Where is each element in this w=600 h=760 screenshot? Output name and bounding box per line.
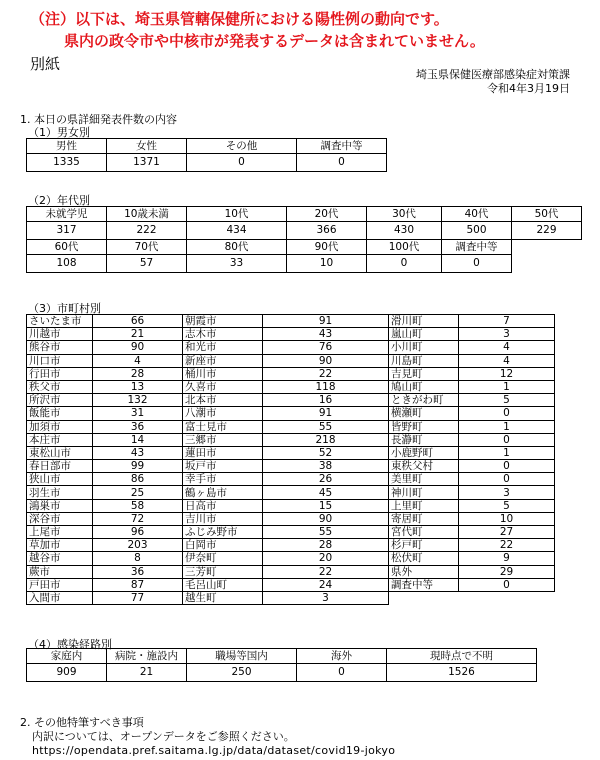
header-cell: 職場等国内: [187, 649, 297, 664]
value-cell: 10: [287, 255, 367, 273]
municipality-count: 20: [263, 552, 389, 565]
municipality-name: 草加市: [27, 539, 93, 552]
municipality-name: 坂戸市: [183, 460, 263, 473]
municipality-count: 55: [263, 526, 389, 539]
notice: [30, 8, 485, 52]
municipality-name: 東秩父村: [389, 460, 459, 473]
table-row: [27, 367, 555, 380]
notice-line-2: 県内の政令市や中核市が発表するデータは含まれていません。: [64, 32, 485, 50]
municipality-count: 28: [263, 539, 389, 552]
municipality-name: 嵐山町: [389, 328, 459, 341]
municipality-name: 長瀞町: [389, 433, 459, 446]
municipality-count: 99: [93, 460, 183, 473]
municipality-name: 狭山市: [27, 473, 93, 486]
municipality-name: 県外: [389, 565, 459, 578]
municipality-count: 0: [459, 407, 555, 420]
municipality-name: さいたま市: [27, 315, 93, 328]
header-cell: 90代: [287, 240, 367, 255]
municipality-name: 越谷市: [27, 552, 93, 565]
municipality-name: 所沢市: [27, 394, 93, 407]
value-cell: 1335: [27, 154, 107, 172]
municipality-name: 加須市: [27, 420, 93, 433]
age-table: [26, 206, 582, 273]
section-2: [20, 716, 395, 758]
municipality-name: 皆野町: [389, 420, 459, 433]
empty-cell: [389, 591, 459, 604]
value-cell: 0: [297, 154, 387, 172]
municipality-name: 杉戸町: [389, 539, 459, 552]
municipality-name: 滑川町: [389, 315, 459, 328]
municipality-table: [26, 314, 555, 605]
municipality-count: 24: [263, 578, 389, 591]
municipality-count: 132: [93, 394, 183, 407]
municipality-count: 55: [263, 420, 389, 433]
municipality-count: 3: [459, 486, 555, 499]
header-cell: 海外: [297, 649, 387, 664]
municipality-name: 横瀬町: [389, 407, 459, 420]
municipality-count: 58: [93, 499, 183, 512]
municipality-name: 八潮市: [183, 407, 263, 420]
header-cell: 100代: [367, 240, 442, 255]
municipality-count: 36: [93, 565, 183, 578]
municipality-name: 朝霞市: [183, 315, 263, 328]
municipality-name: 行田市: [27, 367, 93, 380]
municipality-count: 28: [93, 367, 183, 380]
municipality-name: 蓮田市: [183, 446, 263, 459]
municipality-name: 三郷市: [183, 433, 263, 446]
gender-table: [26, 138, 387, 172]
header-cell: 40代: [442, 207, 512, 222]
municipality-name: 秩父市: [27, 380, 93, 393]
municipality-name: 鳩山町: [389, 380, 459, 393]
value-cell: 0: [187, 154, 297, 172]
municipality-count: 72: [93, 512, 183, 525]
header-cell: 家庭内: [27, 649, 107, 664]
municipality-count: 3: [263, 591, 389, 604]
table-row: [27, 499, 555, 512]
municipality-count: 13: [93, 380, 183, 393]
municipality-count: 43: [93, 446, 183, 459]
value-cell: 0: [442, 255, 512, 273]
municipality-count: 76: [263, 341, 389, 354]
empty-cell: [459, 591, 555, 604]
municipality-count: 0: [459, 433, 555, 446]
table-row: [27, 552, 555, 565]
municipality-name: 神川町: [389, 486, 459, 499]
municipality-count: 1: [459, 380, 555, 393]
age-header-row-2: [27, 240, 582, 255]
value-cell: 366: [287, 222, 367, 240]
section-2-text: 内訳については、オープンデータをご参照ください。: [32, 730, 295, 743]
value-cell: 434: [187, 222, 287, 240]
municipality-name: 新座市: [183, 354, 263, 367]
municipality-name: 上尾市: [27, 526, 93, 539]
route-title: （4）感染経路別: [28, 638, 112, 651]
municipality-name: 三芳町: [183, 565, 263, 578]
table-row: [27, 407, 555, 420]
header-cell: 60代: [27, 240, 107, 255]
value-cell: 909: [27, 664, 107, 682]
issuer-dept: 埼玉県保健医療部感染症対策課: [416, 68, 570, 81]
value-cell: 57: [107, 255, 187, 273]
municipality-title: （3）市町村別: [28, 302, 101, 315]
table-row: [27, 394, 555, 407]
section-2-title: 2. その他特筆すべき事項: [20, 716, 144, 729]
municipality-name: 羽生市: [27, 486, 93, 499]
table-row: [27, 341, 555, 354]
value-cell: 229: [512, 222, 582, 240]
open-data-link[interactable]: https://opendata.pref.saitama.lg.jp/data/dataset/covid19-jokyo: [32, 744, 396, 757]
municipality-name: 吉川市: [183, 512, 263, 525]
municipality-count: 38: [263, 460, 389, 473]
municipality-name: 上里町: [389, 499, 459, 512]
municipality-count: 5: [459, 499, 555, 512]
municipality-name: 北本市: [183, 394, 263, 407]
municipality-name: 富士見市: [183, 420, 263, 433]
table-row: [27, 315, 555, 328]
table-row: [27, 380, 555, 393]
municipality-name: 川島町: [389, 354, 459, 367]
municipality-name: ときがわ町: [389, 394, 459, 407]
issuer-block: [416, 68, 570, 96]
municipality-count: 87: [93, 578, 183, 591]
municipality-count: 1: [459, 420, 555, 433]
municipality-count: 15: [263, 499, 389, 512]
municipality-count: 86: [93, 473, 183, 486]
value-cell: 250: [187, 664, 297, 682]
municipality-name: 和光市: [183, 341, 263, 354]
empty-cell: [512, 255, 582, 273]
value-cell: 21: [107, 664, 187, 682]
table-row: [27, 354, 555, 367]
attachment-label: 別紙: [30, 55, 61, 73]
header-cell: その他: [187, 139, 297, 154]
municipality-count: 0: [459, 473, 555, 486]
table-row: [27, 526, 555, 539]
municipality-name: 東松山市: [27, 446, 93, 459]
header-cell: 30代: [367, 207, 442, 222]
table-row: [27, 578, 555, 591]
municipality-name: 小鹿野町: [389, 446, 459, 459]
table-row: [27, 473, 555, 486]
municipality-name: 美里町: [389, 473, 459, 486]
route-value-row: [27, 664, 537, 682]
table-row: [27, 446, 555, 459]
municipality-count: 25: [93, 486, 183, 499]
municipality-count: 77: [93, 591, 183, 604]
table-row: [27, 486, 555, 499]
municipality-name: 白岡市: [183, 539, 263, 552]
municipality-name: 毛呂山町: [183, 578, 263, 591]
municipality-name: 越生町: [183, 591, 263, 604]
header-cell: 調査中等: [442, 240, 512, 255]
value-cell: 1526: [387, 664, 537, 682]
empty-cell: [512, 240, 582, 255]
municipality-count: 90: [93, 341, 183, 354]
header-cell: 10歳未満: [107, 207, 187, 222]
municipality-name: 日高市: [183, 499, 263, 512]
header-cell: 80代: [187, 240, 287, 255]
municipality-count: 45: [263, 486, 389, 499]
table-row: [27, 512, 555, 525]
municipality-count: 22: [263, 565, 389, 578]
municipality-name: 桶川市: [183, 367, 263, 380]
notice-line-1: （注）以下は、埼玉県管轄保健所における陽性例の動向です。: [30, 10, 449, 28]
municipality-name: 本庄市: [27, 433, 93, 446]
header-cell: 未就学児: [27, 207, 107, 222]
municipality-count: 43: [263, 328, 389, 341]
value-cell: 0: [297, 664, 387, 682]
municipality-count: 4: [93, 354, 183, 367]
table-row: [27, 565, 555, 578]
header-cell: 男性: [27, 139, 107, 154]
header-cell: 調査中等: [297, 139, 387, 154]
header-cell: 70代: [107, 240, 187, 255]
municipality-count: 31: [93, 407, 183, 420]
header-cell: 50代: [512, 207, 582, 222]
municipality-name: 熊谷市: [27, 341, 93, 354]
municipality-count: 96: [93, 526, 183, 539]
municipality-count: 5: [459, 394, 555, 407]
municipality-name: 小川町: [389, 341, 459, 354]
age-value-row-1: [27, 222, 582, 240]
municipality-count: 90: [263, 354, 389, 367]
municipality-name: 鶴ヶ島市: [183, 486, 263, 499]
municipality-count: 91: [263, 315, 389, 328]
municipality-count: 10: [459, 512, 555, 525]
municipality-count: 36: [93, 420, 183, 433]
gender-title: （1）男女別: [28, 126, 90, 139]
table-row: [27, 539, 555, 552]
municipality-count: 0: [459, 460, 555, 473]
municipality-count: 90: [263, 512, 389, 525]
municipality-count: 203: [93, 539, 183, 552]
municipality-count: 7: [459, 315, 555, 328]
municipality-count: 66: [93, 315, 183, 328]
age-title: （2）年代別: [28, 194, 90, 207]
gender-value-row: [27, 154, 387, 172]
municipality-name: 深谷市: [27, 512, 93, 525]
municipality-count: 8: [93, 552, 183, 565]
municipality-count: 4: [459, 354, 555, 367]
table-row: [27, 420, 555, 433]
age-header-row-1: [27, 207, 582, 222]
issuer-date: 令和4年3月19日: [487, 82, 570, 95]
municipality-count: 52: [263, 446, 389, 459]
municipality-name: 川越市: [27, 328, 93, 341]
table-row: [27, 460, 555, 473]
table-row: [27, 591, 555, 604]
value-cell: 317: [27, 222, 107, 240]
municipality-name: 松伏町: [389, 552, 459, 565]
municipality-name: 久喜市: [183, 380, 263, 393]
section-1-title: 1. 本日の県詳細発表件数の内容: [20, 113, 177, 126]
municipality-name: 志木市: [183, 328, 263, 341]
value-cell: 500: [442, 222, 512, 240]
municipality-count: 22: [459, 539, 555, 552]
value-cell: 1371: [107, 154, 187, 172]
table-row: [27, 328, 555, 341]
municipality-count: 14: [93, 433, 183, 446]
value-cell: 108: [27, 255, 107, 273]
municipality-count: 16: [263, 394, 389, 407]
header-cell: 20代: [287, 207, 367, 222]
municipality-count: 29: [459, 565, 555, 578]
value-cell: 222: [107, 222, 187, 240]
municipality-count: 1: [459, 446, 555, 459]
municipality-name: 春日部市: [27, 460, 93, 473]
municipality-name: 飯能市: [27, 407, 93, 420]
municipality-name: 幸手市: [183, 473, 263, 486]
municipality-name: 鴻巣市: [27, 499, 93, 512]
municipality-count: 21: [93, 328, 183, 341]
municipality-count: 0: [459, 578, 555, 591]
municipality-count: 91: [263, 407, 389, 420]
municipality-name: 寄居町: [389, 512, 459, 525]
municipality-name: 伊奈町: [183, 552, 263, 565]
value-cell: 430: [367, 222, 442, 240]
municipality-name: 川口市: [27, 354, 93, 367]
route-table: [26, 648, 537, 682]
gender-header-row: [27, 139, 387, 154]
header-cell: 10代: [187, 207, 287, 222]
municipality-count: 3: [459, 328, 555, 341]
municipality-name: 戸田市: [27, 578, 93, 591]
municipality-name: 蕨市: [27, 565, 93, 578]
header-cell: 現時点で不明: [387, 649, 537, 664]
municipality-count: 9: [459, 552, 555, 565]
table-row: [27, 433, 555, 446]
municipality-name: 宮代町: [389, 526, 459, 539]
municipality-count: 26: [263, 473, 389, 486]
municipality-count: 218: [263, 433, 389, 446]
value-cell: 0: [367, 255, 442, 273]
municipality-name: 吉見町: [389, 367, 459, 380]
municipality-count: 22: [263, 367, 389, 380]
municipality-count: 12: [459, 367, 555, 380]
municipality-name: 調査中等: [389, 578, 459, 591]
age-value-row-2: [27, 255, 582, 273]
header-cell: 病院・施設内: [107, 649, 187, 664]
municipality-name: ふじみ野市: [183, 526, 263, 539]
municipality-count: 27: [459, 526, 555, 539]
header-cell: 女性: [107, 139, 187, 154]
route-header-row: [27, 649, 537, 664]
municipality-count: 118: [263, 380, 389, 393]
value-cell: 33: [187, 255, 287, 273]
municipality-count: 4: [459, 341, 555, 354]
municipality-name: 入間市: [27, 591, 93, 604]
